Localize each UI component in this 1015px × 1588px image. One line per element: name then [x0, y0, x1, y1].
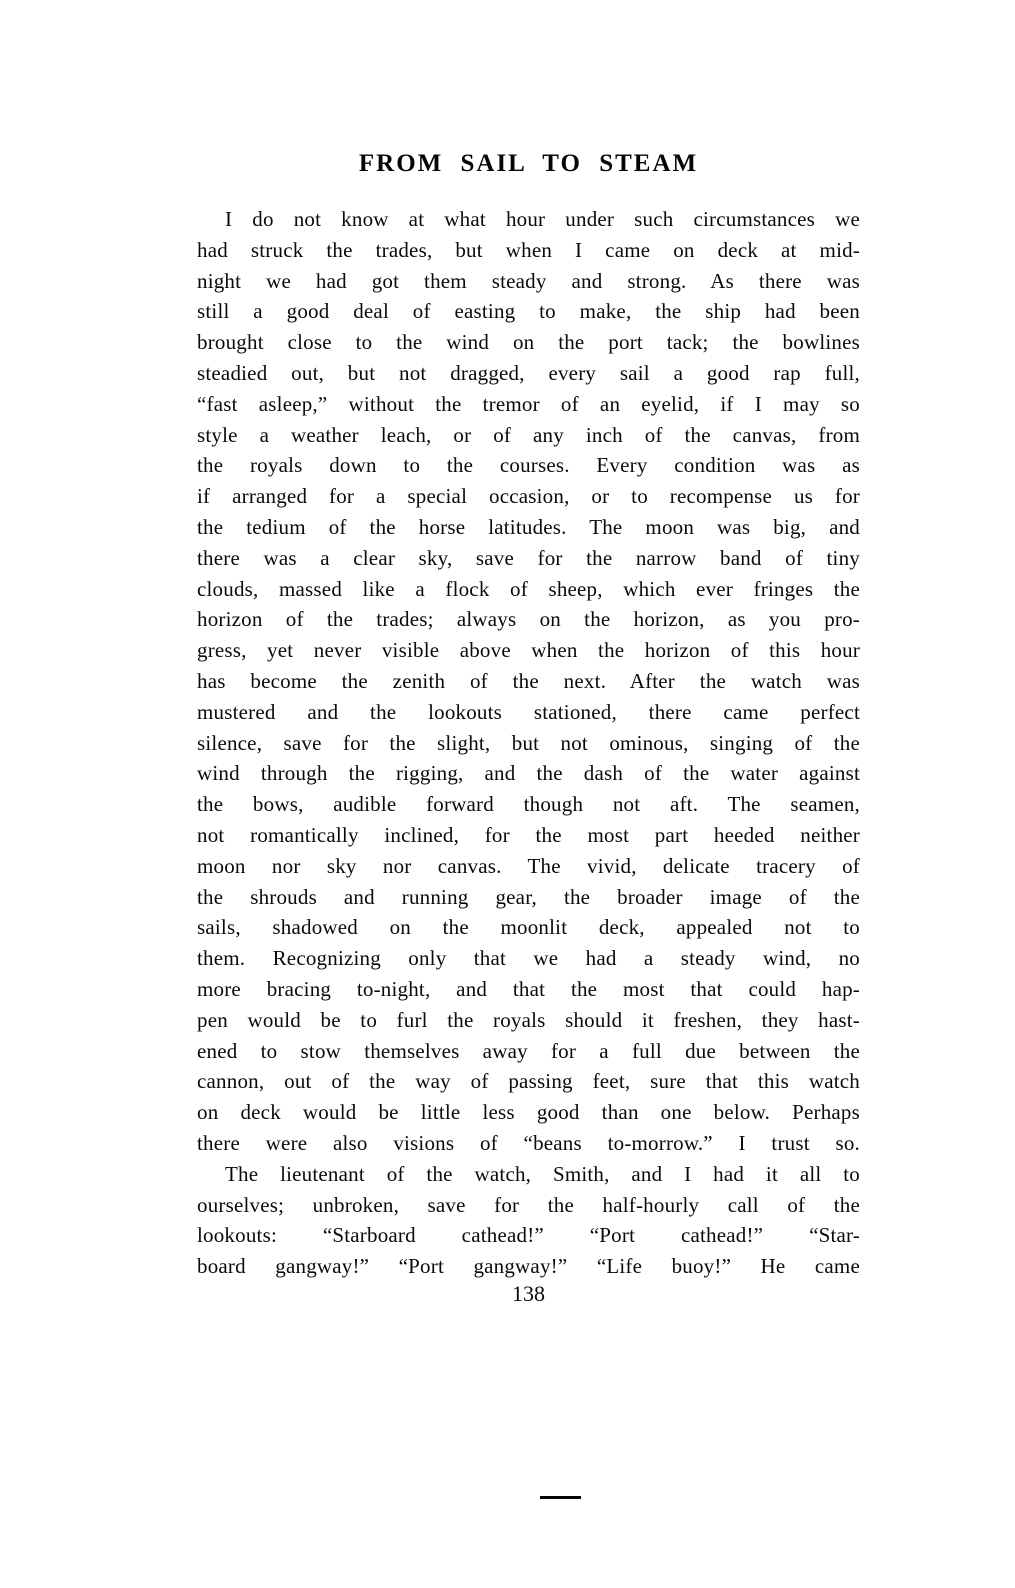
text-line: clouds, massed like a flock of sheep, which ever fringes the	[197, 576, 860, 601]
text-line: ourselves; unbroken, save for the half-hourly call of the	[197, 1192, 860, 1217]
text-line: them. Recognizing only that we had a steady wind, no	[197, 946, 860, 971]
text-line: the tedium of the horse latitudes. The moon was big, and	[197, 514, 860, 539]
text-line: brought close to the wind on the port tack; the bowlines	[197, 330, 860, 355]
text-line: cannon, out of the way of passing feet, sure that this watch	[197, 1069, 860, 1094]
text-line: wind through the rigging, and the dash of the water against	[197, 761, 860, 786]
text-line: has become the zenith of the next. After the watch was	[197, 668, 860, 693]
text-line: board gangway!” “Port gangway!” “Life buoy!” He came	[197, 1254, 860, 1279]
text-line: ened to stow themselves away for a full due between the	[197, 1038, 860, 1063]
footer-rule	[540, 1496, 581, 1499]
text-line: “fast asleep,” without the tremor of an eyelid, if I may so	[197, 391, 860, 416]
text-line: sails, shadowed on the moonlit deck, appealed not to	[197, 915, 860, 940]
text-line: on deck would be little less good than one below. Perhaps	[197, 1100, 860, 1125]
text-line: there were also visions of “beans to-morrow.” I trust so.	[197, 1130, 860, 1155]
text-line: not romantically inclined, for the most part heeded neither	[197, 822, 860, 847]
text-line: still a good deal of easting to make, the ship had been	[197, 299, 860, 324]
text-line: night we had got them steady and strong. As there was	[197, 268, 860, 293]
text-line: gress, yet never visible above when the horizon of this hour	[197, 638, 860, 663]
paragraph	[197, 1159, 860, 1282]
text-line: The lieutenant of the watch, Smith, and I had it all to	[225, 1161, 860, 1186]
text-line: the royals down to the courses. Every condition was as	[197, 453, 860, 478]
page-number: 138	[512, 1281, 545, 1306]
text-line: lookouts: “Starboard cathead!” “Port cathead!” “Star-	[197, 1223, 860, 1248]
page-body	[197, 204, 860, 1282]
page-title: FROM SAIL TO STEAM	[358, 150, 699, 177]
text-line: the shrouds and running gear, the broader image of the	[197, 884, 860, 909]
text-line: had struck the trades, but when I came on deck at mid-	[197, 237, 860, 262]
text-line: moon nor sky nor canvas. The vivid, delicate tracery of	[197, 853, 860, 878]
text-line: mustered and the lookouts stationed, there came perfect	[197, 699, 860, 724]
text-line: horizon of the trades; always on the horizon, as you pro-	[197, 607, 860, 632]
text-line: if arranged for a special occasion, or to recompense us for	[197, 484, 860, 509]
text-line: the bows, audible forward though not aft. The seamen,	[197, 792, 860, 817]
text-line: silence, save for the slight, but not ominous, singing of the	[197, 730, 860, 755]
text-line: pen would be to furl the royals should it freshen, they hast-	[197, 1007, 860, 1032]
text-line: style a weather leach, or of any inch of the canvas, from	[197, 422, 860, 447]
paragraph	[197, 204, 860, 1159]
text-line: steadied out, but not dragged, every sail a good rap full,	[197, 360, 860, 385]
text-line: there was a clear sky, save for the narrow band of tiny	[197, 545, 860, 570]
text-line: more bracing to-night, and that the most that could hap-	[197, 976, 860, 1001]
text-line: I do not know at what hour under such circumstances we	[225, 207, 860, 231]
